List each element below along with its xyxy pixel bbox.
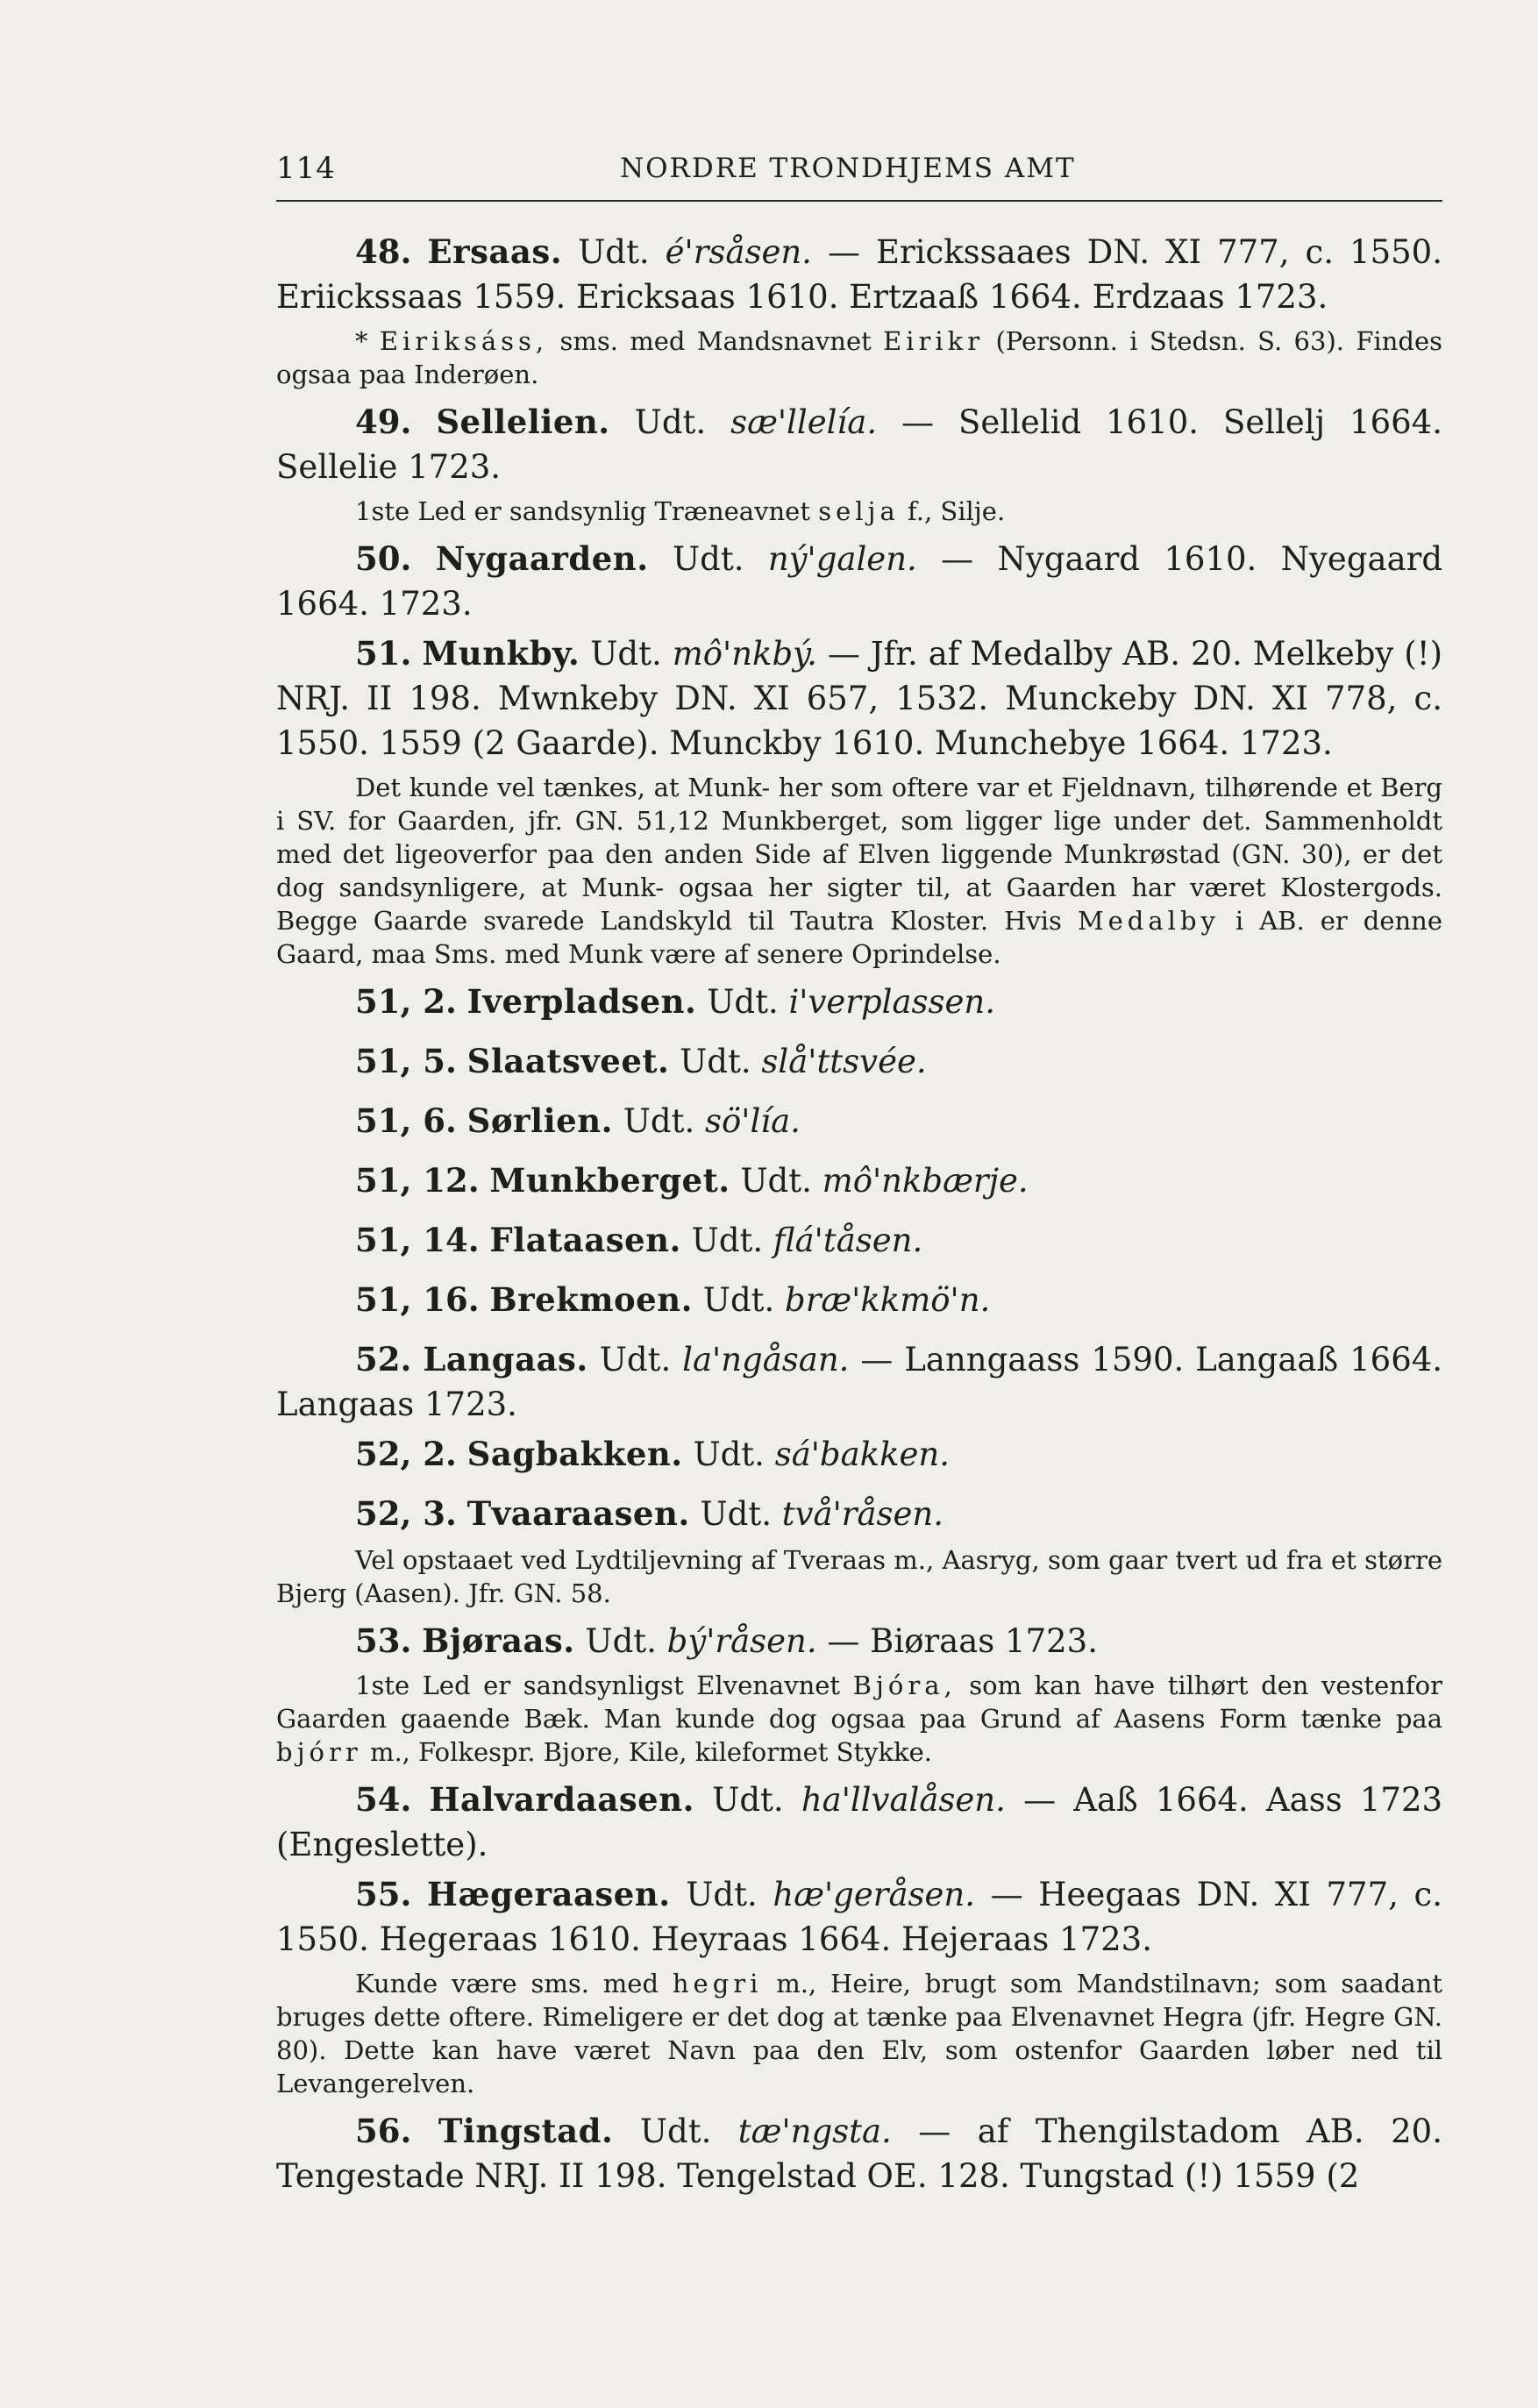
entry-52-2: 52, 2. Sagbakken. Udt. sá'bakken. bbox=[355, 1435, 950, 1473]
historical-forms: — Lanngaass 1590. Langaaß 1664. Langaas 1723. bbox=[276, 1341, 1443, 1423]
farm-name: Tingstad. bbox=[438, 2112, 614, 2150]
farm-name: Sellelien. bbox=[436, 403, 610, 441]
farm-name: Munkby. bbox=[422, 634, 580, 673]
farm-name: Halvardaasen. bbox=[429, 1780, 694, 1819]
entry-number: 51. bbox=[355, 634, 412, 673]
farm-name: Langaas. bbox=[423, 1340, 588, 1379]
historical-forms: — Biøraas 1723. bbox=[827, 1622, 1098, 1660]
pronunciation: bý'råsen. bbox=[666, 1622, 817, 1660]
udt-label: Udt. bbox=[672, 540, 744, 578]
entry-50 bbox=[276, 537, 1442, 626]
entry-51-12: 51, 12. Munkberget. Udt. mô'nkbærje. bbox=[355, 1161, 1029, 1200]
historical-forms: — Nygaard 1610. Nyegaard 1664. 1723. bbox=[276, 540, 1443, 623]
udt-label: Udt. bbox=[585, 1622, 657, 1660]
entry-number: 52. bbox=[355, 1340, 412, 1379]
entry-51-2: 51, 2. Iverpladsen. Udt. i'verplassen. bbox=[355, 982, 996, 1021]
entry-number: 48. bbox=[355, 232, 412, 271]
pronunciation: sæ'llelía. bbox=[730, 403, 878, 441]
text-column bbox=[276, 230, 1442, 2204]
note-49: 1ste Led er sandsynlig Træneavnet selja f., Silje. bbox=[355, 496, 1006, 526]
entry-number: 56. bbox=[355, 2112, 412, 2150]
udt-label: Udt. bbox=[639, 2112, 712, 2150]
entry-51-5: 51, 5. Slaatsveet. Udt. slå'ttsvée. bbox=[355, 1042, 927, 1080]
udt-label: Udt. bbox=[686, 1876, 758, 1913]
historical-forms: — Sellelid 1610. Sellelj 1664. Sellelie 1723. bbox=[276, 403, 1442, 486]
entry-51-16: 51, 16. Brekmoen. Udt. bræ'kkmö'n. bbox=[355, 1280, 991, 1319]
historical-forms: — Jfr. af Medalby AB. 20. Melkeby (!) NRJ. II 198. Mwnkeby DN. XI 657, 1532. Munckeby DN. XI 778, c. 1550. 1559 (2 Gaarde). Munckby 1610. Munchebye 1664. 1723. bbox=[276, 635, 1442, 762]
pronunciation: ha'llvalåsen. bbox=[801, 1781, 1006, 1819]
udt-label: Udt. bbox=[590, 635, 662, 673]
entry-number: 53. bbox=[355, 1621, 412, 1660]
entry-number: 54. bbox=[355, 1780, 412, 1819]
pronunciation: ný'galen. bbox=[767, 540, 917, 578]
pronunciation: la'ngåsan. bbox=[682, 1341, 850, 1379]
note-53: 1ste Led er sandsynligst Elvenavnet Bjóra, som kan have tilhørt den vestenfor Gaarden gaaende Bæk. Man kunde dog ogsaa paa Grund af Aasens Form tænke paa bjórr m., Folkespr. Bjore, Kile, kileformet Stykke. bbox=[276, 1671, 1442, 1767]
historical-forms: — Erickssaaes DN. XI 777, c. 1550. Eriickssaas 1559. Ericksaas 1610. Ertzaaß 1664. Erdzaas 1723. bbox=[276, 233, 1442, 316]
entry-number: 55. bbox=[355, 1875, 412, 1913]
note-48: * Eiriksáss, sms. med Mandsnavnet Eirikr (Personn. i Stedsn. S. 63). Findes ogsaa paa Inderøen. bbox=[276, 326, 1442, 389]
entry-number: 49. bbox=[355, 403, 412, 441]
entry-51-14: 51, 14. Flataasen. Udt. flá'tåsen. bbox=[355, 1221, 923, 1259]
entry-55 bbox=[276, 1872, 1442, 1962]
note-52-3: Vel opstaaet ved Lydtiljevning af Tveraas m., Aasryg, som gaar tvert ud fra et større Bjerg (Aasen). Jfr. GN. 58. bbox=[276, 1545, 1442, 1608]
pronunciation: mô'nkbý. bbox=[672, 635, 817, 673]
farm-name: Ersaas. bbox=[427, 232, 563, 271]
entry-number: 50. bbox=[355, 539, 412, 578]
pronunciation: é'rsåsen. bbox=[665, 233, 812, 271]
farm-name: Nygaarden. bbox=[435, 539, 649, 578]
historical-forms: — af Thengilstadom AB. 20. Tengestade NRJ. II 198. Tengelstad OE. 128. Tungstad (!) 1559 (2 bbox=[276, 2112, 1442, 2195]
historical-forms: — Heegaas DN. XI 777, c. 1550. Hegeraas 1610. Heyraas 1664. Hejeraas 1723. bbox=[276, 1876, 1442, 1958]
running-title: NORDRE TRONDHJEMS AMT bbox=[620, 153, 1076, 184]
udt-label: Udt. bbox=[599, 1341, 672, 1379]
farm-name: Bjøraas. bbox=[422, 1621, 575, 1660]
historical-forms: — Aaß 1664. Aass 1723 (Engeslette). bbox=[276, 1781, 1443, 1863]
header-rule bbox=[276, 200, 1442, 202]
page-number: 114 bbox=[276, 151, 336, 186]
entry-54 bbox=[276, 1778, 1442, 1867]
pronunciation: tæ'ngsta. bbox=[737, 2112, 892, 2150]
entry-52-3: 52, 3. Tvaaraasen. Udt. två'råsen. bbox=[355, 1494, 943, 1533]
entry-56 bbox=[276, 2109, 1442, 2198]
udt-label: Udt. bbox=[712, 1781, 784, 1819]
entry-53 bbox=[276, 1619, 1442, 1664]
udt-label: Udt. bbox=[578, 233, 650, 271]
entry-52 bbox=[276, 1337, 1442, 1427]
pronunciation: hæ'geråsen. bbox=[773, 1876, 975, 1913]
entry-51 bbox=[276, 631, 1442, 766]
udt-label: Udt. bbox=[634, 403, 707, 441]
farm-name: Hægeraasen. bbox=[427, 1875, 671, 1913]
entry-49 bbox=[276, 400, 1442, 489]
entry-51-6: 51, 6. Sørlien. Udt. sö'lía. bbox=[355, 1101, 801, 1140]
entry-48 bbox=[276, 230, 1442, 319]
page-header bbox=[276, 151, 1442, 196]
note-51: Det kunde vel tænkes, at Munk- her som oftere var et Fjeldnavn, tilhørende et Berg i SV. for Gaarden, jfr. GN. 51,12 Munkberget, som ligger lige under det. Sammenholdt med det ligeoverfor paa den anden Side af Elven liggende Munkrøstad (GN. 30), er det dog sandsynligere, at Munk- ogsaa her sigter til, at Gaarden har været Klostergods. Begge Gaarde svarede Landskyld til Tautra Kloster. Hvis Medalby i AB. er denne Gaard, maa Sms. med Munk være af senere Oprindelse. bbox=[276, 773, 1442, 969]
note-55: Kunde være sms. med hegri m., Heire, brugt som Mandstilnavn; som saadant bruges dette oftere. Rimeligere er det dog at tænke paa Elvenavnet Hegra (jfr. Hegre GN. 80). Dette kan have været Navn paa den Elv, som ostenfor Gaarden løber ned til Levangerelven. bbox=[276, 1969, 1442, 2098]
